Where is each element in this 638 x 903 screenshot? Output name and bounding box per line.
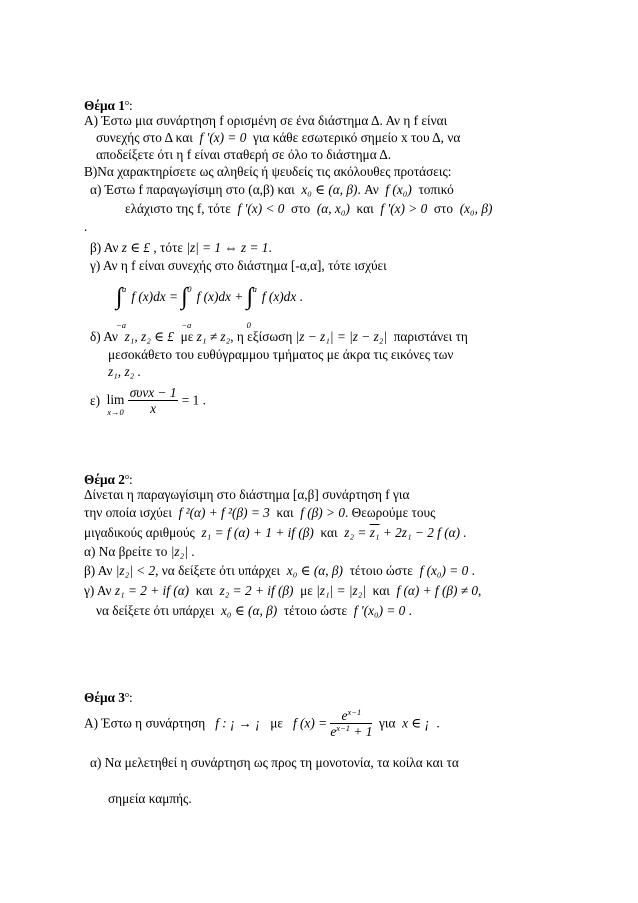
limit-operator: lim x→0 [106,392,125,417]
theme2-heading: Θέμα $2^o$: [84,472,133,487]
integral-sign: ∫ a 0 [246,283,257,330]
theme3-A-line: Α) Έστω η συνάρτηση f : ¡ → ¡ με f (x) = $\frac{e^{x-1}}{e^{x-1} + 1}$ για x ∈ ¡ . [84,707,440,739]
theme1-B-delta-line2: μεσοκάθετο του ευθύγραμμου τμήματος με άκρα τις εικόνες των [108,347,454,362]
limit-fraction: $\frac{\text{συνx − 1}}{x}$ [129,385,177,416]
theme2-alpha: α) Να βρείτε το |z₂| . [84,544,195,559]
theme1-A-line1: Α) Έστω μια συνάρτηση f ορισμένη σε ένα διάστημα Δ. Αν η f είναι [84,113,448,128]
theme1-B-gamma-line1: γ) Αν η f είναι συνεχής στο διάστημα [-α,α], τότε ισχύει [90,258,387,273]
theme2-beta: β) Αν |z₂| < 2, να δείξετε ότι υπάρχει x₀ ∈ (α, β) τέτοιο ώστε f (x₀) = 0 . [84,563,475,578]
theme1-B-gamma-integral: ∫ a −a f (x)dx = ∫ 0 −a f (x)dx + ∫ a 0 f (x)dx . [116,283,303,330]
theme2-gamma-line1: γ) Αν z₁ = 2 + if (α) και z₂ = 2 + if (β) με |z₁| = |z₂| και f (α) + f (β) ≠ 0, [84,583,482,598]
function-fraction: $\frac{e^{x-1}}{e^{x-1} + 1}$ [330,707,373,739]
theme1-heading: Θέμα $1^o$: [84,98,133,113]
theme1-A-line2: συνεχής στο Δ και f '(x) = 0 για κάθε εσωτερικό σημείο x του Δ, να [96,130,461,145]
theme2-gamma-line2: να δείξετε ότι υπάρχει x₀ ∈ (α, β) τέτοιο ώστε f '(x₀) = 0 . [96,603,412,618]
theme3-heading: Θέμα $3^o$: [84,690,133,705]
theme1-B-delta-line1: δ) Αν z₁, z₂ ∈ £ με z₁ ≠ z₂, η εξίσωση |z − z₁| = |z − z₂| παριστάνει τη [90,329,468,344]
theme3-alpha-line1: α) Να μελετηθεί η συνάρτηση ως προς τη μονοτονία, τα κοίλα και τα [90,755,459,770]
theme1-B-alpha-line2: ελάχιστο της f, τότε f '(x) < 0 στο (α, x₀) και f '(x) > 0 στο (x₀, β) [125,201,493,216]
integral-sign: ∫ 0 −a [181,283,192,330]
theme1-B-delta-line3: z₁, z₂ . [108,364,141,379]
theme1-A-line3: αποδείξετε ότι η f είναι σταθερή σε όλο το διάστημα Δ. [96,147,392,162]
theme1-B-intro: Β)Να χαρακτηρίσετε ως αληθείς ή ψευδείς τις ακόλουθες προτάσεις: [84,164,452,179]
stray-dot: . [84,219,88,234]
theme2-line2: την οποία ισχύει f ²(α) + f ²(β) = 3 και f (β) > 0. Θεωρούμε τους [84,505,436,520]
theme2-line1: Δίνεται η παραγωγίσιμη στο διάστημα [α,β] συνάρτηση f για [84,487,410,502]
theme2-line3: μιγαδικούς αριθμούς z₁ = f (α) + 1 + if (β) και z₂ = z₁ + 2z₁ − 2 f (α) . [84,525,467,540]
theme1-B-alpha-line1: α) Έστω f παραγωγίσιμη στο (α,β) και x₀ ∈ (α, β). Αν f (x₀) τοπικό [90,182,454,197]
theme1-B-epsilon: ε) lim x→0 $\frac{\text{συνx − 1}}{x}$ = 1 . [90,385,206,417]
theme3-alpha-line2: σημεία καμπής. [108,791,192,806]
integral-sign: ∫ a −a [116,283,127,330]
theme1-B-beta: β) Αν z ∈ £ , τότε |z| = 1 ⇔ z = 1. [90,240,272,255]
